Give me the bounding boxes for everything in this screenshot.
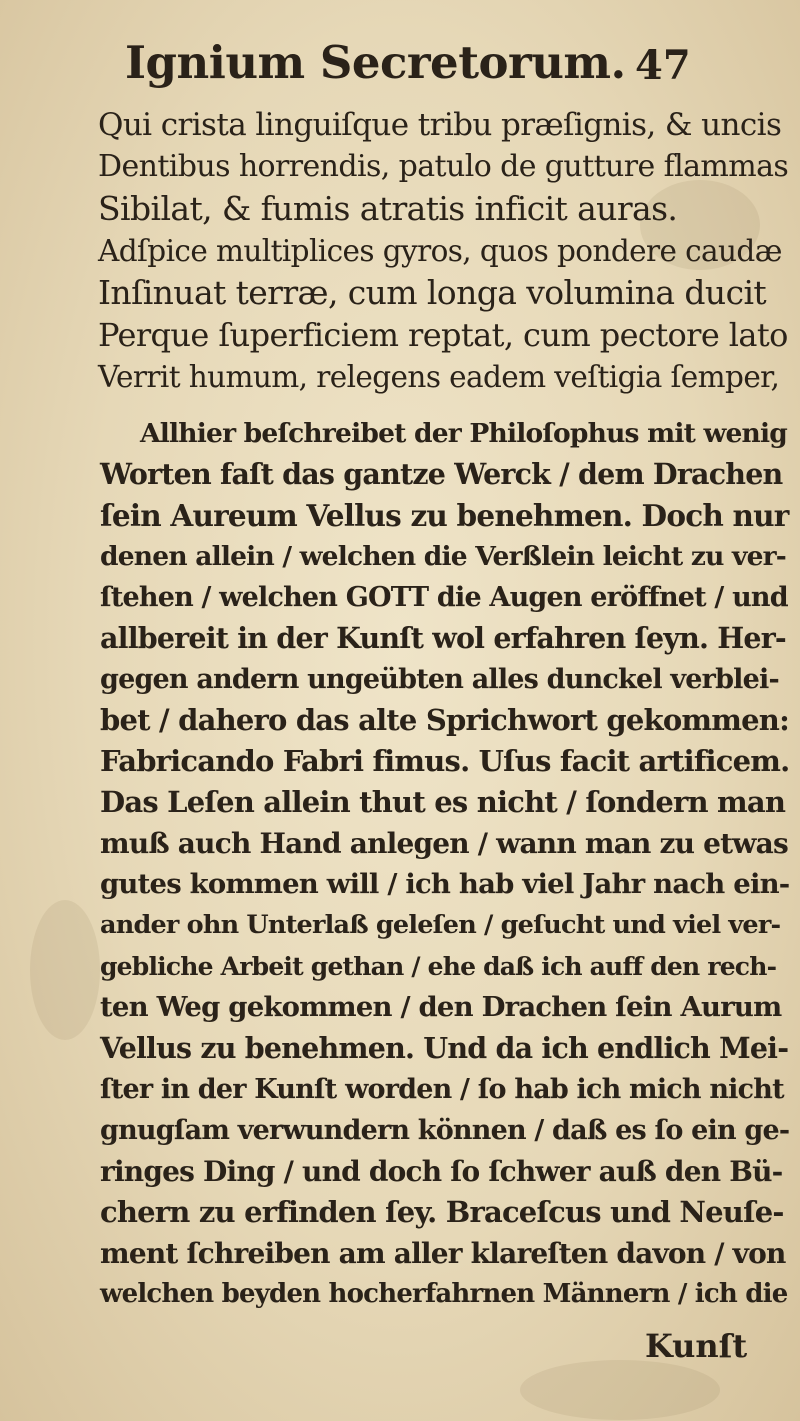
verse-line: Dentibus horrendis, patulo de gutture flammas [98, 149, 789, 184]
prose-line: gebliche Arbeit gethan / ehe daß ich auff den rech- [100, 952, 777, 981]
prose-line: gutes kommen will / ich hab viel Jahr nach ein- [100, 868, 790, 900]
prose-line: allbereit in der Kunſt wol erfahren ſeyn. Her- [100, 621, 786, 655]
prose-line: Vellus zu benehmen. Und da ich endlich Mei- [100, 1031, 789, 1065]
page-header [0, 32, 800, 92]
prose-line: welchen beyden hocherfahrnen Männern / ich die [100, 1279, 788, 1309]
prose-line: ment ſchreiben am aller klareſten davon / von [100, 1237, 786, 1270]
german-commentary [100, 413, 790, 1315]
verse-line: Inſinuat terræ, cum longa volumina ducit [98, 273, 767, 312]
prose-line: ſtehen / welchen GOTT die Augen eröffnet / und [100, 582, 788, 613]
prose-line: gnugſam verwundern können / daß es ſo ein ge- [100, 1115, 790, 1146]
catchword: Kunſt [645, 1327, 748, 1365]
paper-stain [30, 900, 100, 1040]
prose-line: muß auch Hand anlegen / wann man zu etwas [100, 827, 788, 860]
page-number: 47 [635, 42, 691, 89]
prose-line: denen allein / welchen die Verßlein leicht zu ver- [100, 541, 787, 572]
verse-line: Perque ſuperficiem reptat, cum pectore lato [98, 316, 788, 354]
prose-line: ten Weg gekommen / den Drachen ſein Aurum [100, 991, 782, 1023]
prose-line: Das Leſen allein thut es nicht / ſondern man [100, 785, 786, 819]
prose-line: Fabricando Fabri fimus. Uſus facit artificem. [100, 744, 790, 778]
prose-line: ſter in der Kunſt worden / ſo hab ich mich nicht [100, 1074, 784, 1105]
prose-line: ſein Aureum Vellus zu benehmen. Doch nur [100, 498, 789, 533]
catchword-row [0, 1327, 800, 1371]
prose-line: ander ohn Unterlaß geleſen / geſucht und viel ver- [100, 910, 781, 940]
verse-line: Qui crista linguiſque tribu præſignis, & uncis [98, 107, 782, 143]
prose-line: chern zu erfinden ſey. Braceſcus und Neuſe- [100, 1195, 784, 1229]
prose-line: ringes Ding / und doch ſo ſchwer auß den Bü- [100, 1155, 783, 1188]
verse-line: Sibilat, & fumis atratis inficit auras. [98, 189, 678, 228]
prose-line: gegen andern ungeübten alles dunckel verblei- [100, 664, 779, 695]
prose-line: Allhier beſchreibet der Philoſophus mit wenig [140, 418, 787, 449]
verse-line: Adſpice multiplices gyros, quos pondere caudæ [98, 234, 782, 268]
verse-line: Verrit humum, relegens eadem veſtigia ſemper, [98, 360, 780, 394]
running-title: Ignium Secretorum. [125, 36, 626, 89]
latin-verse [98, 104, 789, 398]
prose-line: bet / dahero das alte Sprichwort gekommen: [100, 703, 789, 737]
prose-line: Worten faſt das gantze Werck / dem Drachen [100, 457, 783, 491]
